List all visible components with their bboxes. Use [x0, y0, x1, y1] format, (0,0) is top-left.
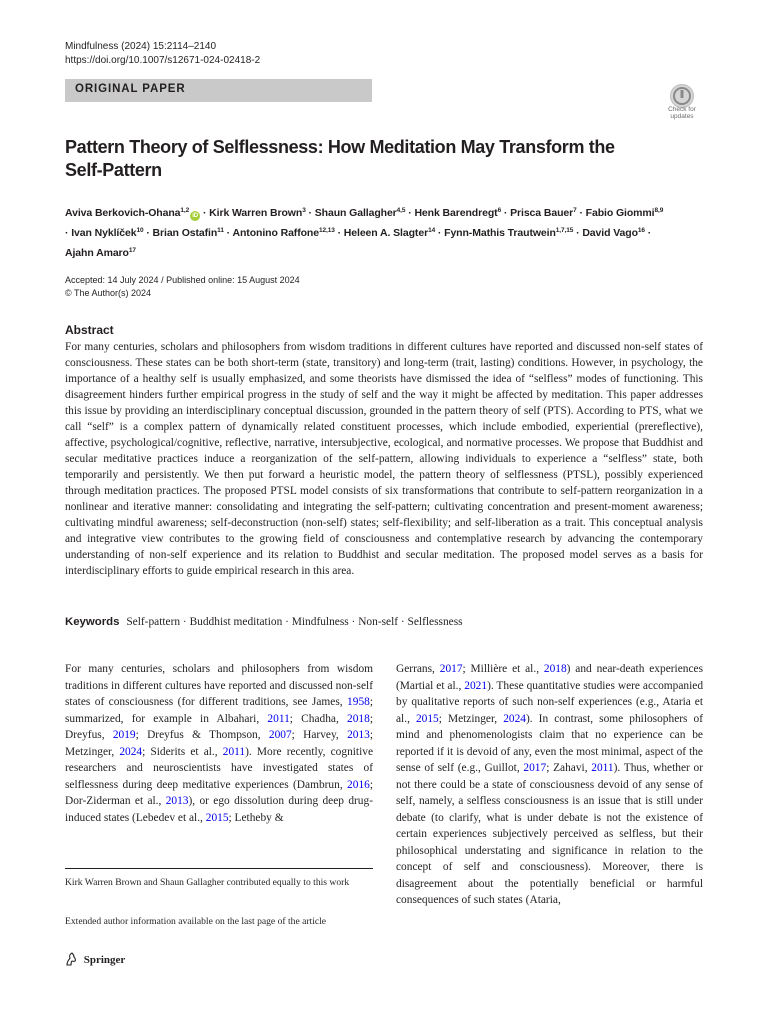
- author-affiliation-sup: 12,13: [318, 227, 335, 234]
- author-separator: ·: [405, 207, 415, 219]
- check-updates-label: Check for updates: [668, 106, 696, 120]
- abstract-text: For many centuries, scholars and philosophers from wisdom traditions in different cultures have reported and discussed non-self states of consciousness. These states can be both short-term (state, transitory) and long-term (trait, lasting) conditions. However, in psychology, the importance of a healthy self is usually emphasized, and some theorists have dismissed the idea of “selfless” modes of functioning. This disagreement hinders further empirical progress in the study of self and the way it might be affected by meditation. This paper addresses this issue by providing an interdisciplinary conceptual discussion, grounded in the pattern theory of self (PTS). According to PTS, what we call “self” is a complex pattern of dynamically related constituent processes, which include embodied, experiential (prereflective), affective, psychological/cognitive, reflective, narrative, intersubjective, ecological, and normative processes. We propose that Buddhist and secular meditative practices induce a reorganization of the self-pattern, allowing individuals to experience a “selfless” state, both temporarily and persistently. We then put forward a heuristic model, the pattern theory of selflessness (PTSL), possibly experienced through meditation practices. The proposed PTSL model consists of six transformations that contribute to self-pattern reorganization in a nonlinear and iterative manner: consolidating and integrating the self-pattern; cultivating concentration and present-moment awareness; cultivating mindful awareness; self-deconstruction (non-self) states; self-flexibility; and self-liberation as a trait. This conceptual analysis and integrative view contributes to the growing field of consciousness and contemplative research by advancing the contemporary understanding of non-self experience and its relation to Buddhist and secular meditation. The proposed model serves as a basis for interdisciplinary efforts to guide empirical research in this area.: [65, 341, 703, 577]
- author-separator: ·: [65, 227, 72, 239]
- author-name: Fabio Giommi: [585, 207, 655, 219]
- author-affiliation-sup: 10: [136, 227, 144, 234]
- author-separator: ·: [435, 227, 445, 239]
- body-text: ), or ego dissolution during deep drug-induced states (Lebedev et al.,: [65, 795, 373, 824]
- author-affiliation-sup: 14: [428, 227, 436, 234]
- body-text: ; Millière et al.,: [462, 663, 544, 675]
- author-affiliation-sup: 11: [217, 227, 224, 234]
- author-entry[interactable]: [71, 227, 143, 239]
- citation-link[interactable]: 2024: [503, 712, 526, 725]
- body-text: ; Chadha,: [289, 712, 348, 725]
- author-name: Aviva Berkovich-Ohana: [65, 207, 181, 219]
- citation-link[interactable]: 2018: [347, 712, 370, 725]
- author-entry[interactable]: [65, 247, 136, 259]
- doi-link[interactable]: https://doi.org/10.1007/s12671-024-02418-2: [65, 55, 261, 66]
- citation-link[interactable]: 2018: [543, 663, 567, 675]
- body-text: ). More recently, cognitive researchers and neuroscientists have investigated states of selflessness during deep meditative experiences (Dambrun,: [65, 745, 374, 791]
- body-text: ; Harvey,: [291, 729, 348, 741]
- author-name: Brian Ostafin: [152, 227, 218, 239]
- author-name: Fynn-Mathis Trautwein: [444, 227, 556, 239]
- paper-title: Pattern Theory of Selflessness: How Meditation May Transform the Self-Pattern: [65, 137, 615, 180]
- author-separator: ·: [576, 207, 586, 219]
- check-for-updates-badge[interactable]: [663, 84, 701, 124]
- keywords-heading: Keywords: [65, 616, 120, 628]
- author-entry[interactable]: [209, 207, 306, 219]
- author-separator: ·: [305, 207, 315, 219]
- citation-link[interactable]: 2024: [119, 745, 143, 758]
- check-updates-icon: [670, 84, 694, 108]
- body-text: ) and near-death experiences (Martial et al.,: [396, 663, 704, 692]
- body-text: ; summarized, for example in Albahari,: [65, 696, 373, 725]
- citation-link[interactable]: 2021: [464, 679, 488, 692]
- keywords-line: [65, 614, 705, 630]
- footnote-author-info: Extended author information available on the last page of the article: [65, 916, 327, 927]
- author-separator: ·: [334, 227, 344, 239]
- author-entry[interactable]: [153, 227, 224, 239]
- copyright-notice: © The Author(s) 2024: [65, 288, 152, 298]
- citation-link[interactable]: 2007: [268, 729, 292, 741]
- author-entry[interactable]: [510, 207, 577, 219]
- author-separator: ·: [200, 207, 210, 219]
- author-entry[interactable]: [582, 227, 645, 239]
- author-name: Ivan Nyklíček: [71, 227, 137, 239]
- body-text: ). In contrast, some philosophers of mind and phenomenologists claim that no experience can be reported if it is devoid of any, even the most minimal, aspect of the sense of self (e.g., Guillot,: [396, 712, 704, 774]
- citation-link[interactable]: 2015: [415, 712, 439, 725]
- author-affiliation-sup: 1,7,15: [555, 227, 574, 234]
- citation-link[interactable]: 2011: [591, 762, 614, 774]
- body-column-right: [396, 661, 703, 909]
- author-name: David Vago: [582, 227, 638, 239]
- citation-link[interactable]: 2011: [222, 745, 246, 758]
- publisher-name: Springer: [83, 954, 126, 966]
- body-column-left: [65, 661, 373, 826]
- author-affiliation-sup: 3: [302, 207, 306, 214]
- body-text: ). These quantitative studies were accompanied by qualitative reports of such non-self experiences (e.g., Ataria et al.,: [396, 679, 704, 725]
- citation-link[interactable]: 2011: [267, 712, 290, 725]
- orcid-icon[interactable]: iD: [190, 211, 200, 221]
- author-affiliation-sup: 7: [573, 207, 577, 214]
- author-name: Heleen A. Slagter: [343, 227, 429, 239]
- author-affiliation-sup: 1,2: [180, 207, 190, 214]
- author-affiliation-sup: 16: [637, 227, 645, 234]
- author-name: Antonino Raffone: [232, 227, 319, 239]
- author-name: Kirk Warren Brown: [209, 207, 303, 219]
- author-entry[interactable]: [344, 227, 435, 239]
- springer-horse-icon: [65, 952, 77, 966]
- citation-link[interactable]: 2013: [347, 729, 370, 741]
- citation-link[interactable]: 2019: [112, 729, 136, 741]
- author-list: [65, 202, 665, 262]
- body-text: ; Dreyfus & Thompson,: [135, 729, 269, 741]
- author-entry[interactable]: [586, 207, 664, 219]
- footnote-equal-contribution: Kirk Warren Brown and Shaun Gallagher contributed equally to this work: [65, 877, 350, 888]
- footnote-divider: [65, 868, 373, 869]
- publisher-logo: [65, 952, 125, 966]
- body-text: ; Siderits et al.,: [142, 745, 223, 758]
- body-text: Gerrans,: [396, 663, 440, 675]
- author-separator: ·: [573, 227, 583, 239]
- paper-type-banner: [65, 79, 372, 102]
- author-entry[interactable]: [444, 227, 573, 239]
- body-text: ; Metzinger,: [438, 712, 504, 725]
- author-separator: ·: [223, 227, 233, 239]
- body-text: ; Dor-Ziderman et al.,: [65, 778, 373, 807]
- author-separator: ·: [501, 207, 511, 219]
- body-text: For many centuries, scholars and philosophers from wisdom traditions in different cultures have reported and discussed non-self states of consciousness (for different traditions, see James,: [65, 663, 373, 708]
- author-name: Henk Barendregt: [414, 207, 498, 219]
- body-text: ; Letheby &: [228, 811, 284, 824]
- body-text: ; Metzinger,: [65, 729, 374, 758]
- author-entry[interactable]: [315, 207, 406, 219]
- publication-dates: Accepted: 14 July 2024 / Published online: 15 August 2024: [65, 275, 300, 285]
- journal-citation: Mindfulness (2024) 15:2114–2140: [65, 41, 217, 52]
- citation-link[interactable]: 2016: [347, 778, 370, 791]
- citation-link[interactable]: 2013: [165, 795, 189, 807]
- author-affiliation-sup: 4,5: [396, 207, 406, 214]
- citation-link[interactable]: 2017: [439, 663, 463, 675]
- author-name: Shaun Gallagher: [314, 207, 397, 219]
- citation-link[interactable]: 2015: [205, 811, 229, 824]
- author-entry[interactable]: [233, 227, 335, 239]
- author-separator: ·: [143, 227, 153, 239]
- paper-type-label: ORIGINAL PAPER: [75, 83, 186, 95]
- author-affiliation-sup: 17: [128, 247, 136, 254]
- author-affiliation-sup: 6: [497, 207, 502, 214]
- author-name: Ajahn Amaro: [65, 247, 129, 259]
- body-text: ; Zahavi,: [546, 762, 592, 774]
- author-affiliation-sup: 8,9: [654, 207, 664, 214]
- citation-link[interactable]: 2017: [523, 762, 547, 774]
- citation-link[interactable]: 1958: [347, 696, 370, 708]
- abstract-heading: Abstract: [65, 323, 114, 337]
- author-name: Prisca Bauer: [510, 207, 574, 219]
- body-text: ; Dreyfus,: [65, 712, 373, 741]
- author-entry[interactable]: [65, 207, 200, 219]
- author-entry[interactable]: [414, 207, 501, 219]
- author-separator: ·: [644, 227, 652, 239]
- body-text: ). Thus, whether or not there could be a state of consciousness devoid of any sense of self, namely, a selfless consciousness is an issue that is still under debate (to clarify, what is under debate is not the existence of certain experiences subjectively perceived as selfless, but their philosophical understating and significance in relation to the concept of self and consciousness). Moreover, there is disagreement about the potentially beneficial or harmful consequences of such states (Ataria,: [396, 762, 704, 906]
- keywords-list: Self-pattern · Buddhist meditation · Mindfulness · Non-self · Selflessness: [126, 616, 463, 628]
